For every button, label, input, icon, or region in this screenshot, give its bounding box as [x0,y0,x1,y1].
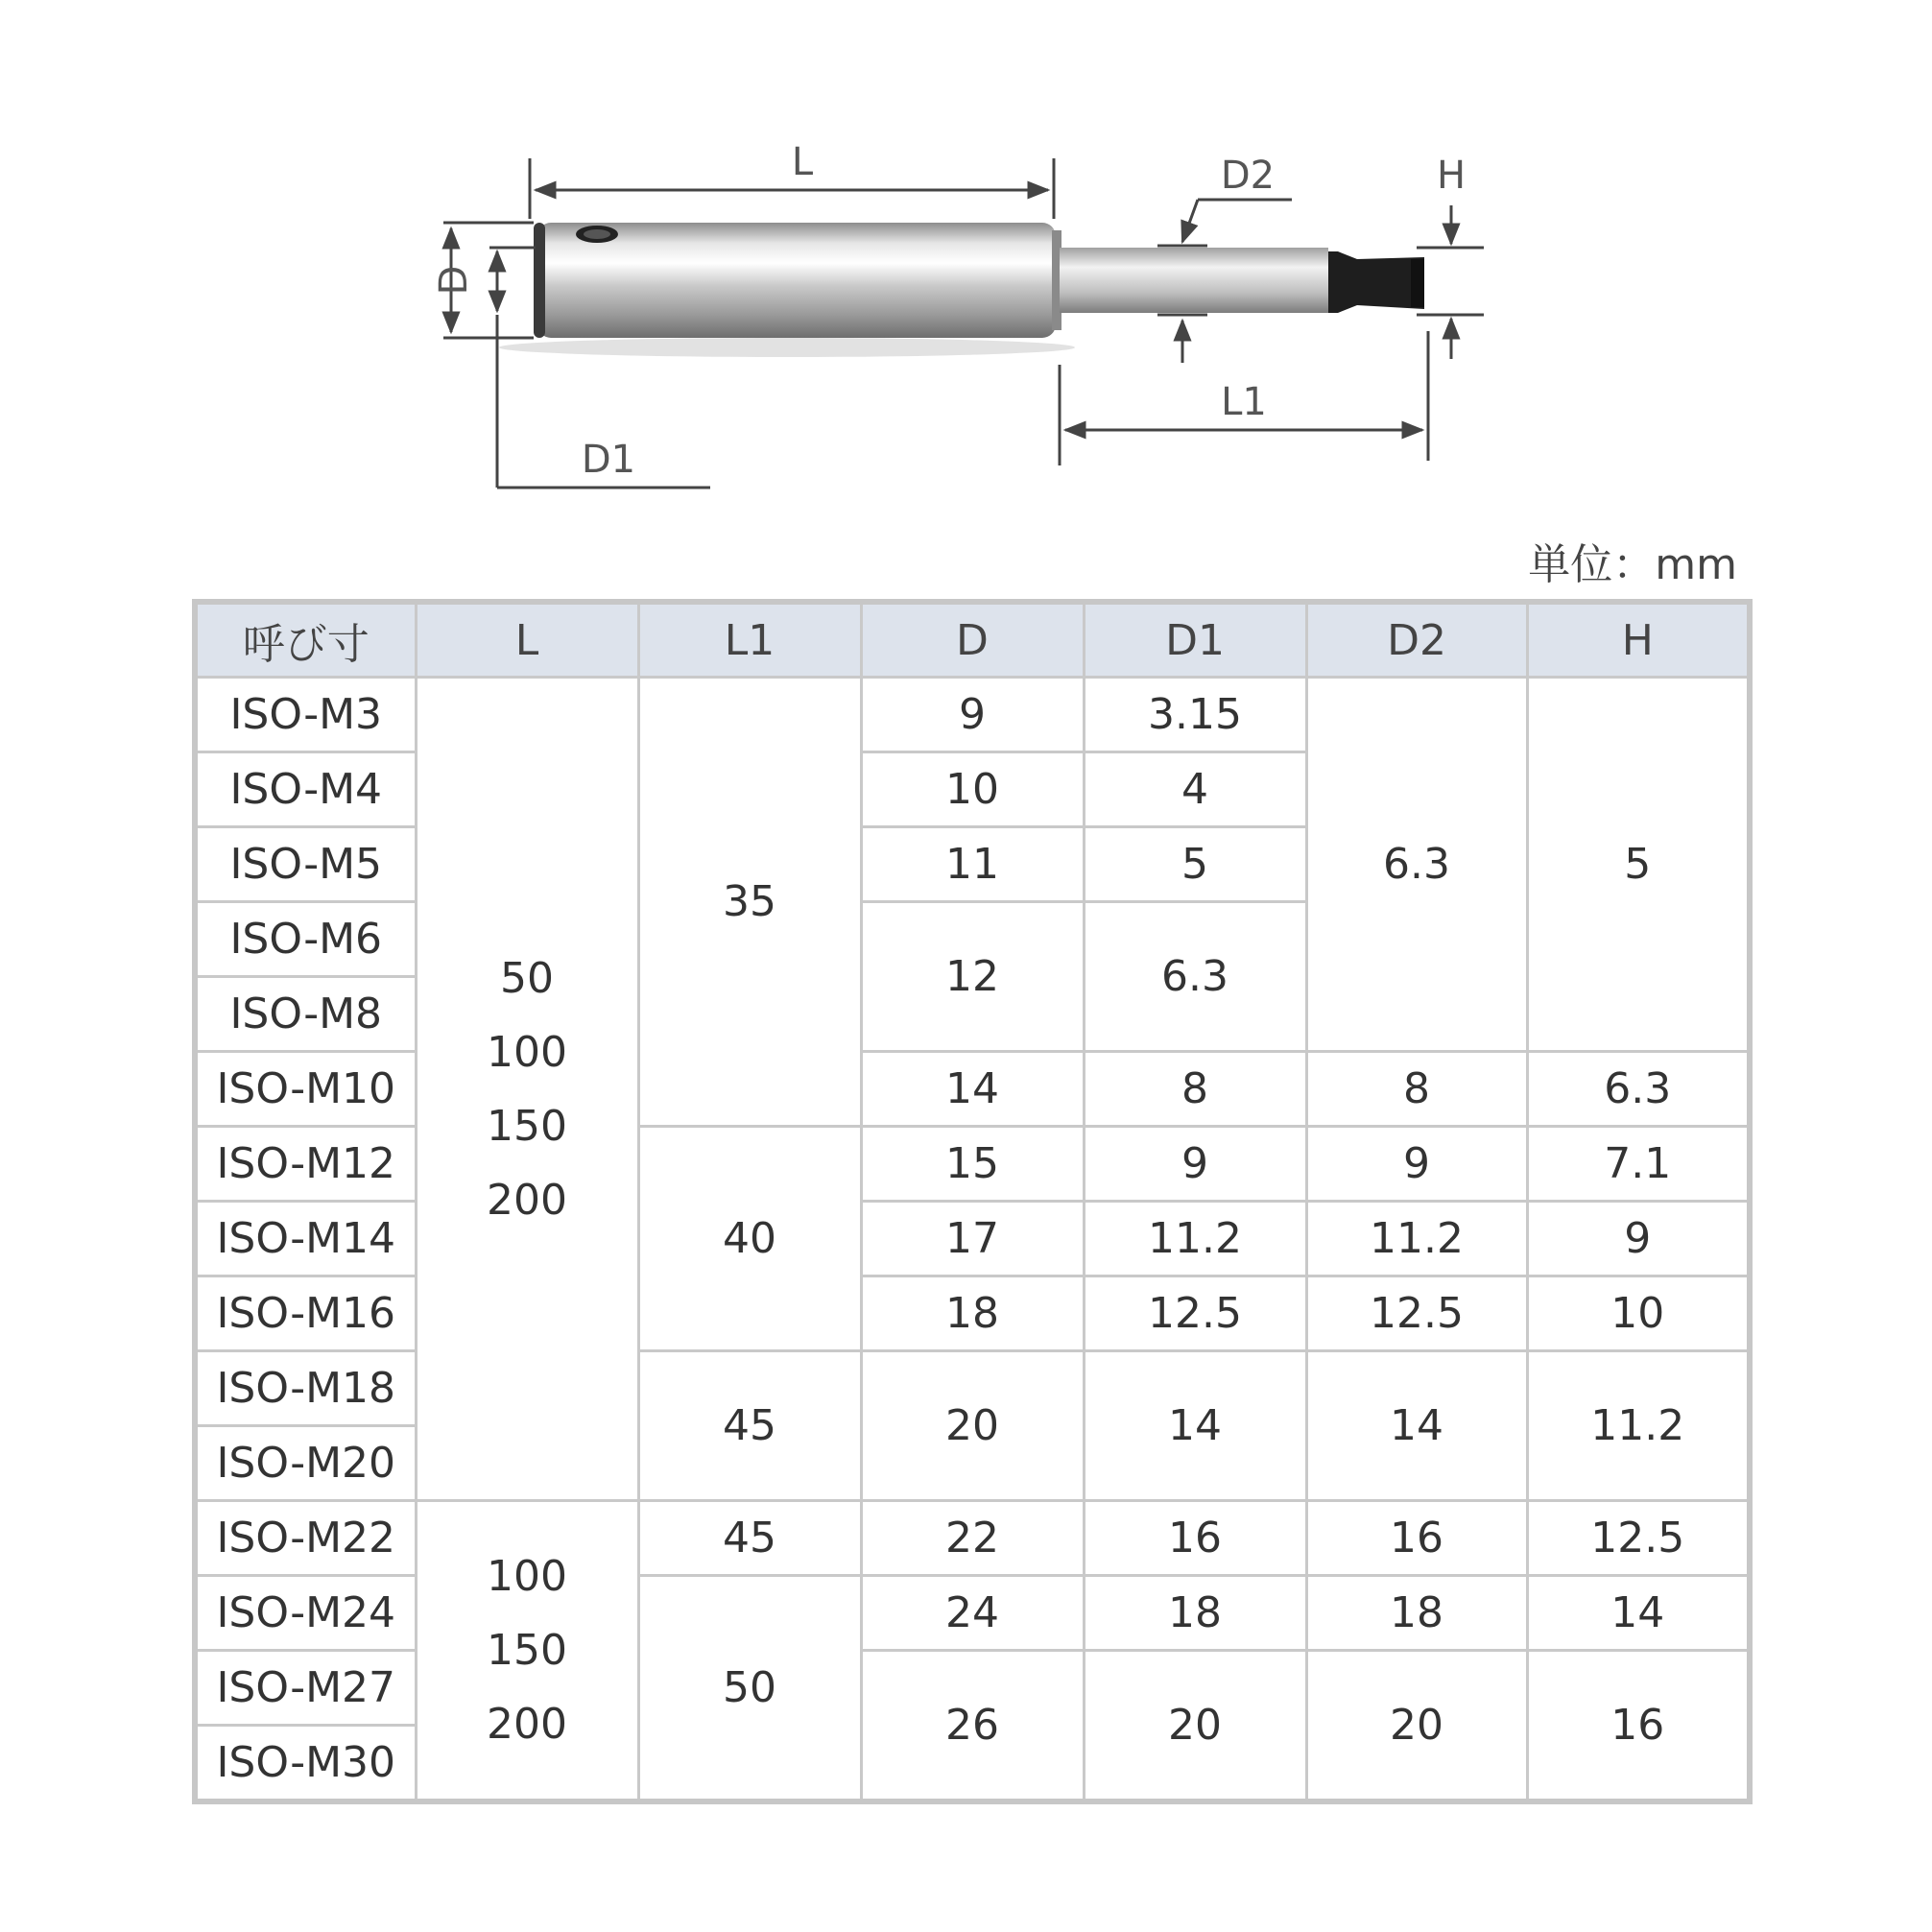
product-diagram [0,0,1932,537]
L1-cell: 45 [638,1501,861,1576]
D-cell: 18 [861,1276,1084,1351]
H-cell: 5 [1527,678,1750,1052]
L-cell [416,1501,638,1802]
spec-table [192,599,1753,1804]
size-cell: ISO-M14 [195,1202,416,1276]
D1-cell: 20 [1084,1651,1306,1802]
label-D: D [432,265,476,296]
H-cell: 9 [1527,1202,1750,1276]
header-H: H [1527,602,1750,678]
square-drive [1328,251,1424,313]
tool-shank [499,223,1075,357]
size-cell: ISO-M16 [195,1276,416,1351]
D1-cell: 4 [1084,752,1306,827]
H-cell: 14 [1527,1576,1750,1651]
D2-cell: 14 [1306,1351,1527,1501]
D-cell: 22 [861,1501,1084,1576]
size-cell: ISO-M18 [195,1351,416,1426]
D2-cell: 16 [1306,1501,1527,1576]
D1-cell: 6.3 [1084,902,1306,1052]
header-D: D [861,602,1084,678]
D-cell: 24 [861,1576,1084,1651]
D-cell: 11 [861,827,1084,902]
L1-cell: 35 [638,678,861,1127]
D1-cell: 3.15 [1084,678,1306,752]
L-value: 200 [487,1175,567,1225]
L-value: 150 [487,1626,567,1675]
L1-cell: 45 [638,1351,861,1501]
size-cell: ISO-M12 [195,1127,416,1202]
L-value: 200 [487,1700,567,1749]
header-D2: D2 [1306,602,1527,678]
size-cell: ISO-M6 [195,902,416,977]
header-L1: L1 [638,602,861,678]
D-cell: 10 [861,752,1084,827]
size-cell: ISO-M4 [195,752,416,827]
H-cell: 10 [1527,1276,1750,1351]
size-cell: ISO-M30 [195,1726,416,1802]
size-cell: ISO-M24 [195,1576,416,1651]
label-D1: D1 [581,438,636,482]
size-cell: ISO-M20 [195,1426,416,1501]
D1-cell: 8 [1084,1052,1306,1127]
header-row [195,602,1750,678]
D1-cell: 9 [1084,1127,1306,1202]
D-cell: 14 [861,1052,1084,1127]
size-cell: ISO-M3 [195,678,416,752]
D2-cell: 20 [1306,1651,1527,1802]
L-value: 100 [487,1027,567,1077]
H-cell: 12.5 [1527,1501,1750,1576]
label-D2: D2 [1220,154,1276,198]
D1-cell: 14 [1084,1351,1306,1501]
D-cell: 9 [861,678,1084,752]
label-H: H [1436,154,1467,198]
L1-cell: 40 [638,1127,861,1351]
D-cell: 26 [861,1651,1084,1802]
size-cell: ISO-M8 [195,977,416,1052]
D1-cell: 11.2 [1084,1202,1306,1276]
L-value: 100 [487,1552,567,1601]
L-value: 50 [500,953,554,1003]
label-L1: L1 [1221,380,1267,424]
header-L: L [416,602,638,678]
size-cell: ISO-M22 [195,1501,416,1576]
H-cell: 7.1 [1527,1127,1750,1202]
D1-cell: 12.5 [1084,1276,1306,1351]
size-cell: ISO-M27 [195,1651,416,1726]
set-screw-hole [576,226,618,243]
header-D1: D1 [1084,602,1306,678]
D2-cell: 11.2 [1306,1202,1527,1276]
D-cell: 17 [861,1202,1084,1276]
D2-cell: 6.3 [1306,678,1527,1052]
unit-label: 単位：mm [1528,540,1737,589]
label-L: L [791,140,814,184]
size-cell: ISO-M5 [195,827,416,902]
D2-cell: 18 [1306,1576,1527,1651]
D2-cell: 8 [1306,1052,1527,1127]
size-cell: ISO-M10 [195,1052,416,1127]
L-cell [416,678,638,1501]
D1-cell: 16 [1084,1501,1306,1576]
D-cell: 15 [861,1127,1084,1202]
L-value: 150 [487,1101,567,1151]
D1-cell: 5 [1084,827,1306,902]
H-cell: 11.2 [1527,1351,1750,1501]
D-cell: 12 [861,902,1084,1052]
D1-cell: 18 [1084,1576,1306,1651]
table-row [195,678,1750,752]
table-row [195,1501,1750,1576]
D2-cell: 12.5 [1306,1276,1527,1351]
H-cell: 16 [1527,1651,1750,1802]
header-size: 呼び寸 [195,602,416,678]
tool-neck [1060,248,1328,313]
D2-cell: 9 [1306,1127,1527,1202]
D-cell: 20 [861,1351,1084,1501]
H-cell: 6.3 [1527,1052,1750,1127]
L1-cell: 50 [638,1576,861,1802]
